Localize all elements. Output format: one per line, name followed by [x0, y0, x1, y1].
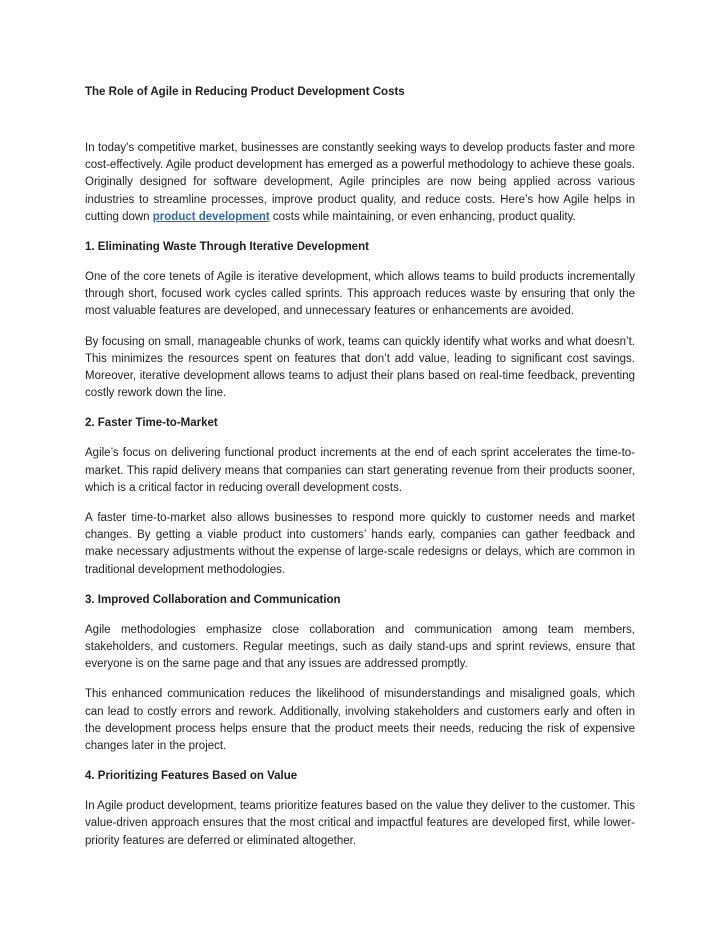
- section-1-paragraph-2: By focusing on small, manageable chunks of work, teams can quickly identify what works and what doesn’t. This minimizes the resources spent on features that don’t add value, leading to significant cost savings. Moreover, iterative development allows teams to adjust their plans based on real-time feedback, preventing costly rework down the line.: [85, 335, 635, 400]
- section-1-paragraph-1: One of the core tenets of Agile is iterative development, which allows teams to build products incrementally through short, focused work cycles called sprints. This approach reduces waste by ensuring that only the most valuable features are developed, and unnecessary features or enhancements are avoided.: [85, 271, 635, 318]
- document-title: The Role of Agile in Reducing Product Development Costs: [85, 86, 405, 98]
- section-3-paragraph-2: This enhanced communication reduces the likelihood of misunderstandings and misaligned goals, which can lead to costly errors and rework. Additionally, involving stakeholders and customers early and often in the development process helps ensure that the product meets their needs, reducing the risk of expensive changes later in the project.: [85, 688, 635, 753]
- section-4-paragraph-1: In Agile product development, teams prioritize features based on the value they deliver to the customer. This value-driven approach ensures that the most critical and impactful features are developed first, while lower-priority features are deferred or eliminated altogether.: [85, 800, 635, 847]
- section-2-paragraph-1: Agile’s focus on delivering functional product increments at the end of each sprint accelerates the time-to-market. This rapid delivery means that companies can start generating revenue from their products sooner, which is a critical factor in reducing overall development costs.: [85, 447, 635, 494]
- section-2-paragraph-2: A faster time-to-market also allows businesses to respond more quickly to customer needs and market changes. By getting a viable product into customers’ hands early, companies can gather feedback and make necessary adjustments without the expense of large-scale redesigns or delays, which are common in traditional development methodologies.: [85, 512, 635, 576]
- section-heading-2: 2. Faster Time-to-Market: [85, 417, 218, 430]
- intro-text-before-link: In today’s competitive market, businesses are constantly seeking ways to develop products faster and more cost-effectively. Agile product development has emerged as a powerful methodology to achieve these goals. Originally designed for software development, Agile principles are now being applied across various industries to streamline processes, improve product quality, and reduce costs. Here’s how Agile helps in cutting down: [85, 142, 635, 223]
- section-3-paragraph-1: Agile methodologies emphasize close collaboration and communication among team members, stakeholders, and customers. Regular meetings, such as daily stand-ups and sprint reviews, ensure that everyone is on the same page and that any issues are addressed promptly.: [85, 623, 635, 671]
- section-heading-1: 1. Eliminating Waste Through Iterative Development: [85, 241, 369, 254]
- intro-paragraph: [85, 140, 635, 226]
- section-heading-4: 4. Prioritizing Features Based on Value: [85, 770, 298, 783]
- intro-text-after-link: costs while maintaining, or even enhancing, product quality.: [269, 210, 576, 223]
- product-development-link[interactable]: product development: [152, 210, 270, 223]
- section-heading-3: 3. Improved Collaboration and Communication: [85, 593, 341, 606]
- document-page: [85, 84, 635, 863]
